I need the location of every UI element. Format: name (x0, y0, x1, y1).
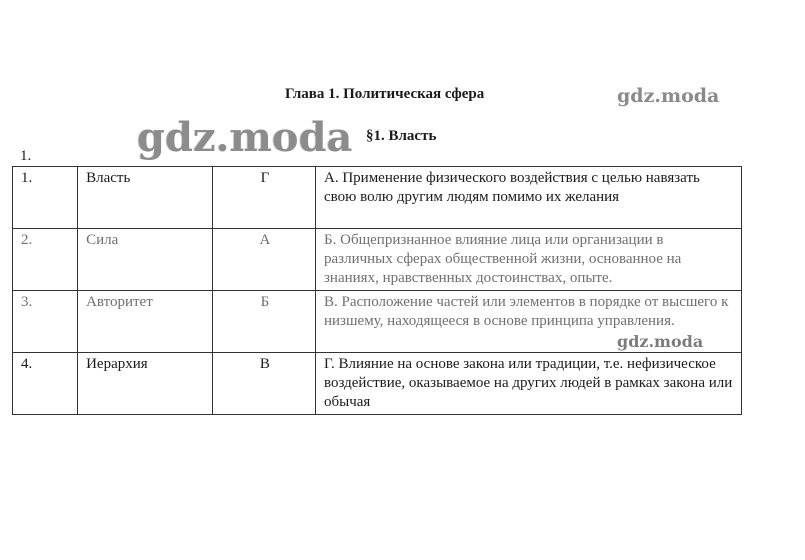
row-number: 3. (13, 291, 78, 353)
answer-letter-cell: Б (212, 291, 315, 353)
table-row (13, 353, 742, 415)
matching-table (12, 166, 742, 415)
watermark-big: gdz.moda (137, 114, 353, 161)
definition-cell: В. Расположение частей или элементов в порядке от высшего к низшему, находящееся в основе принципа управления. (316, 291, 742, 353)
answer-letter-cell: В (212, 353, 315, 415)
section-title: §1. Власть (366, 128, 437, 144)
answer-letter-cell: А (212, 229, 315, 291)
term-cell: Сила (78, 229, 213, 291)
table-row (13, 229, 742, 291)
chapter-title: Глава 1. Политическая сфера (285, 86, 485, 102)
row-number: 1. (13, 167, 78, 229)
definition-cell: Б. Общепризнанное влияние лица или организации в различных сферах общественной жизни, основанное на знаниях, нравственных достоинствах, опыте. (316, 229, 742, 291)
term-cell: Авторитет (78, 291, 213, 353)
definition-cell: А. Применение физического воздействия с целью навязать свою волю другим людям помимо их желания (316, 167, 742, 229)
watermark-top-right: gdz.moda (617, 85, 720, 107)
term-cell: Власть (78, 167, 213, 229)
row-number: 2. (13, 229, 78, 291)
task-number: 1. (20, 148, 32, 164)
watermark-middle-right: gdz.moda (617, 332, 704, 351)
answer-letter-cell: Г (212, 167, 315, 229)
table-row (13, 167, 742, 229)
definition-cell: Г. Влияние на основе закона или традиции, т.е. нефизическое воздействие, оказываемое на других людей в рамках закона или обычая (316, 353, 742, 415)
term-cell: Иерархия (78, 353, 213, 415)
row-number: 4. (13, 353, 78, 415)
